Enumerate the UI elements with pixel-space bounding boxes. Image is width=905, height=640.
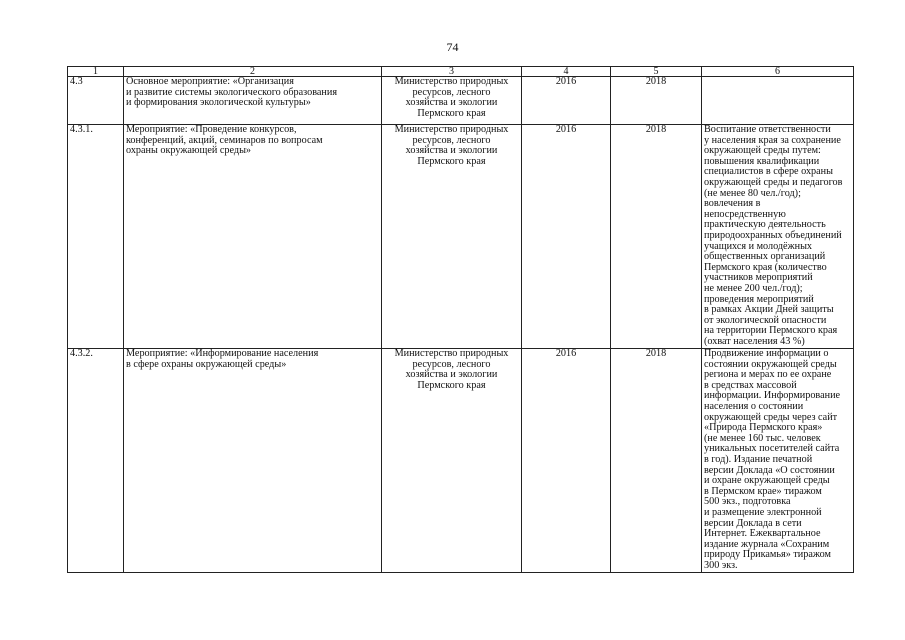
row-executor: Министерство природных ресурсов, лесного хозяйства и экологии Пермского края	[382, 77, 522, 125]
row-result	[702, 77, 854, 125]
row-activity: Основное мероприятие: «Организация и развитие системы экологического образования и формирования экологической культуры»	[124, 77, 382, 125]
row-executor: Министерство природных ресурсов, лесного хозяйства и экологии Пермского края	[382, 125, 522, 349]
row-end-year: 2018	[611, 349, 702, 573]
row-code: 4.3	[68, 77, 124, 125]
row-executor: Министерство природных ресурсов, лесного хозяйства и экологии Пермского края	[382, 349, 522, 573]
page-number: 74	[446, 40, 459, 54]
row-activity: Мероприятие: «Проведение конкурсов, конференций, акций, семинаров по вопросам охраны окружающей среды»	[124, 125, 382, 349]
row-start-year: 2016	[522, 77, 611, 125]
row-start-year: 2016	[522, 125, 611, 349]
row-end-year: 2018	[611, 125, 702, 349]
row-code: 4.3.2.	[68, 349, 124, 573]
row-result: Воспитание ответственности у населения края за сохранение окружающей среды путем: повышения квалификации специалистов в сфере охраны окружающей среды и педагогов (не менее 80 чел./год); вовлечения в непосредственную практическую деятельность природоохранных объединений учащихся и молодёжных общественных организаций Пермского края (количество участников мероприятий не менее 200 чел./год); проведения мероприятий в рамках Акции Дней защиты от экологической опасности на территории Пермского края (охват населения 43 %)	[702, 125, 854, 349]
table-header-row	[68, 67, 854, 77]
row-start-year: 2016	[522, 349, 611, 573]
column-header: 2	[124, 67, 382, 77]
table-row	[68, 125, 854, 349]
column-header: 5	[611, 67, 702, 77]
row-code: 4.3.1.	[68, 125, 124, 349]
column-header: 1	[68, 67, 124, 77]
column-header: 6	[702, 67, 854, 77]
activities-table	[67, 66, 854, 573]
row-result: Продвижение информации о состоянии окружающей среды региона и мерах по ее охране в средствах массовой информации. Информирование населения о состоянии окружающей среды через сайт «Природа Пермского края» (не менее 160 тыс. человек уникальных посетителей сайта в год). Издание печатной версии Доклада «О состоянии и охране окружающей среды в Пермском крае» тиражом 500 экз., подготовка и размещение электронной версии Доклада в сети Интернет. Ежеквартальное издание журнала «Сохраним природу Прикамья» тиражом 300 экз.	[702, 349, 854, 573]
column-header: 3	[382, 67, 522, 77]
row-end-year: 2018	[611, 77, 702, 125]
table-row	[68, 349, 854, 573]
column-header: 4	[522, 67, 611, 77]
row-activity: Мероприятие: «Информирование населения в сфере охраны окружающей среды»	[124, 349, 382, 573]
table-row	[68, 77, 854, 125]
